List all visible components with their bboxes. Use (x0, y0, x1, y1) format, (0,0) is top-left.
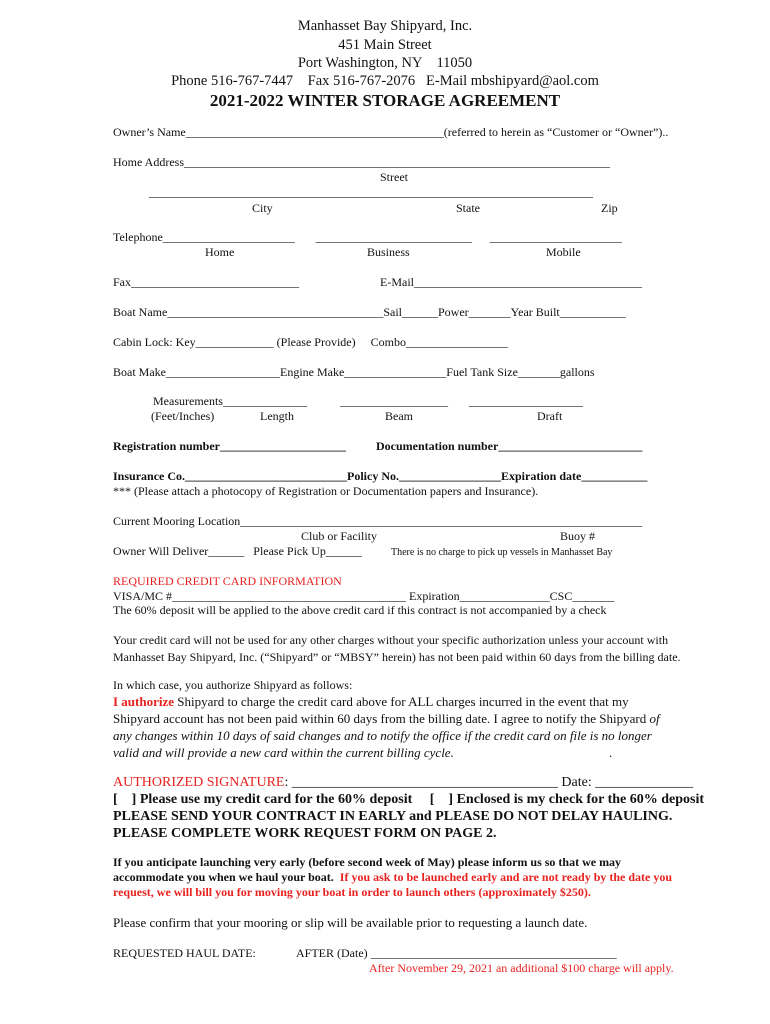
launch-note-line-1: If you anticipate launching very early (before second week of May) please inform us so that we may (113, 855, 622, 869)
draft-label: Draft (537, 409, 563, 423)
authorize-line-1: I authorize Shipyard to charge the credit card above for ALL charges incurred in the event that my (113, 694, 629, 709)
business-phone-label: Business (367, 245, 410, 259)
company-city: Port Washington, NY 11050 (297, 55, 473, 71)
home-address-field[interactable]: Home Address_______________________________________________________________________ (113, 155, 610, 169)
card-usage-line-2: Manhasset Bay Shipyard, Inc. (“Shipyard” or “MBSY” herein) has not been paid within 60 days from the billing date. (113, 650, 681, 664)
launch-note-line-2: accommodate you when we haul your boat. If you ask to be launched early and are not ready by the date you (113, 870, 673, 884)
company-contact: Phone 516-767-7447 Fax 516-767-2076 E-Mail mbshipyard@aol.com (171, 73, 599, 89)
documentation-number-field[interactable]: Documentation number________________________ (376, 439, 643, 453)
cabin-lock-field[interactable]: Cabin Lock: Key_____________ (Please Provide) Combo_________________ (113, 335, 508, 349)
card-usage-line-1: Your credit card will not be used for any other charges without your specific authorization unless your account with (113, 633, 669, 647)
i-authorize-label: I authorize (113, 694, 175, 709)
feet-inches-label: (Feet/Inches) (151, 409, 215, 423)
mobile-phone-label: Mobile (546, 245, 581, 259)
boat-make-field[interactable]: Boat Make___________________Engine Make_________________Fuel Tank Size_______gallons (113, 365, 595, 379)
city-label: City (252, 201, 273, 215)
email-field[interactable]: E-Mail______________________________________ (380, 275, 642, 289)
authorize-intro: In which case, you authorize Shipyard as follows: (113, 678, 353, 692)
late-charge-note: After November 29, 2021 an additional $100 charge will apply. (369, 961, 674, 975)
fax-field[interactable]: Fax____________________________ (113, 275, 299, 289)
home-phone-label: Home (205, 245, 235, 259)
authorize-line-4: valid and will provide a new card within the current billing cycle. (113, 745, 454, 760)
authorize-line-3: any changes within 10 days of said changes and to notify the office if the credit card on file is no longer (113, 728, 652, 743)
city-state-zip-field[interactable]: __________________________________________________________________________ (149, 185, 593, 199)
authorize-line-2: Shipyard account has not been paid within 60 days from the billing date. I agree to notify the Shipyard of (113, 711, 660, 726)
send-early-notice: PLEASE SEND YOUR CONTRACT IN EARLY and PLEASE DO NOT DELAY HAULING. (113, 809, 673, 824)
mooring-location-field[interactable]: Current Mooring Location___________________________________________________________________ (113, 514, 643, 528)
launch-note-line-3: request, we will bill you for moving your boat in order to launch others (approximately $250). (113, 885, 591, 899)
signature-field[interactable]: AUTHORIZED SIGNATURE: ______________________________________ Date: ______________ (113, 775, 694, 790)
length-label: Length (260, 409, 294, 423)
telephone-fields[interactable]: Telephone______________________ __________________________ ______________________ (113, 230, 622, 244)
club-facility-label: Club or Facility (301, 529, 377, 543)
authorize-line-4-end: . (609, 745, 613, 760)
state-label: State (456, 201, 480, 215)
attach-papers-note: *** (Please attach a photocopy of Registration or Documentation papers and Insurance). (113, 484, 539, 498)
no-charge-note: There is no charge to pick up vessels in Manhasset Bay (391, 547, 613, 558)
haul-date-label: REQUESTED HAUL DATE: (113, 946, 256, 960)
visa-mc-field[interactable]: VISA/MC #_______________________________________ Expiration_______________CSC_______ (113, 589, 615, 603)
owner-name-field[interactable]: Owner’s Name___________________________________________(referred to herein as “Customer or “Owner”).. (113, 125, 669, 139)
page-title: 2021-2022 WINTER STORAGE AGREEMENT (209, 91, 561, 110)
zip-label: Zip (601, 201, 618, 215)
credit-card-heading: REQUIRED CREDIT CARD INFORMATION (113, 574, 342, 588)
company-street: 451 Main Street (338, 37, 432, 53)
street-label: Street (380, 170, 408, 184)
registration-number-field[interactable]: Registration number_____________________ (113, 439, 346, 453)
boat-name-field[interactable]: Boat Name____________________________________Sail______Power_______Year Built___________ (113, 305, 626, 319)
deposit-note: The 60% deposit will be applied to the above credit card if this contract is not accompanied by a check (113, 603, 607, 617)
deliver-pickup-field[interactable]: Owner Will Deliver______ Please Pick Up______ (113, 544, 362, 558)
confirm-mooring-note: Please confirm that your mooring or slip will be available prior to requesting a launch date. (113, 915, 588, 930)
beam-label: Beam (385, 409, 413, 423)
haul-date-field[interactable]: AFTER (Date) _________________________________________ (296, 946, 617, 960)
work-request-notice: PLEASE COMPLETE WORK REQUEST FORM ON PAGE 2. (113, 826, 497, 841)
buoy-label: Buoy # (560, 529, 596, 543)
measurements-field[interactable]: Measurements______________ __________________ ___________________ (153, 394, 583, 408)
insurance-field[interactable]: Insurance Co.___________________________Policy No._________________Expiration date___________ (113, 469, 648, 483)
company-name: Manhasset Bay Shipyard, Inc. (297, 18, 473, 34)
deposit-options[interactable]: [ ] Please use my credit card for the 60% deposit [ ] Enclosed is my check for the 60% deposit (113, 792, 705, 807)
authorized-signature-label: AUTHORIZED SIGNATURE (113, 775, 285, 790)
